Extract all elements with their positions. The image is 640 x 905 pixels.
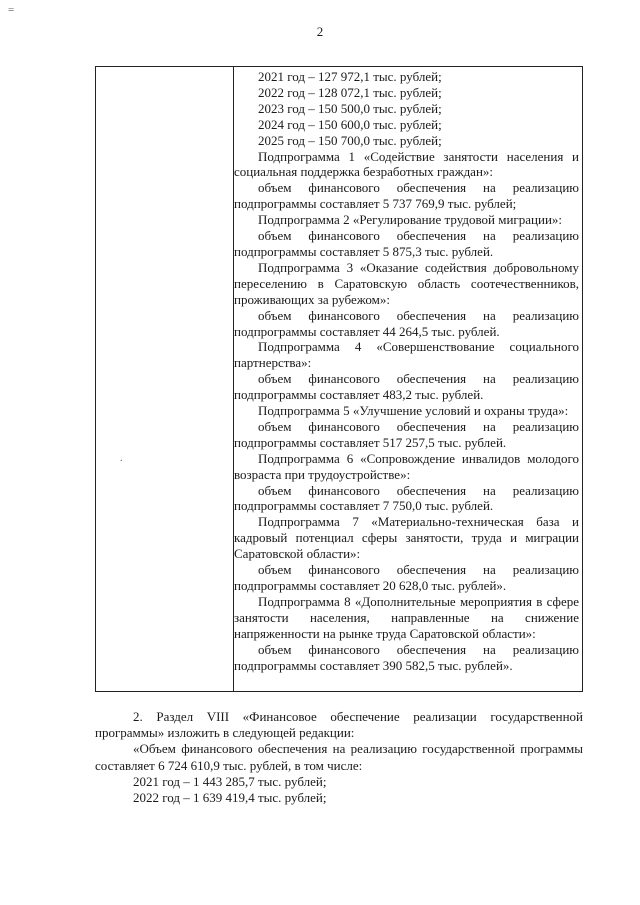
year-line: 2022 год – 1 639 419,4 тыс. рублей; <box>133 790 327 806</box>
year-line: 2023 год – 150 500,0 тыс. рублей; <box>258 100 442 116</box>
subprogram-funding: объем финансового обеспечения на реализацию подпрограммы составляет 390 582,5 тыс. рублей». <box>234 641 579 673</box>
subprogram-title: Подпрограмма 6 «Сопровождение инвалидов молодого возраста при трудоустройстве»: <box>234 450 579 482</box>
subprogram-funding: объем финансового обеспечения на реализацию подпрограммы составляет 517 257,5 тыс. рублей. <box>234 418 579 450</box>
subprogram-funding: объем финансового обеспечения на реализацию подпрограммы составляет 483,2 тыс. рублей. <box>234 371 579 403</box>
year-line: 2021 год – 1 443 285,7 тыс. рублей; <box>133 773 327 789</box>
table-left-cell-mark: . <box>120 453 123 464</box>
subprogram-funding: объем финансового обеспечения на реализацию подпрограммы составляет 7 750,0 тыс. рублей. <box>234 482 579 514</box>
subprogram-funding: объем финансового обеспечения на реализацию подпрограммы составляет 5 875,3 тыс. рублей. <box>234 228 579 259</box>
subprogram-funding: объем финансового обеспечения на реализацию подпрограммы составляет 20 628,0 тыс. рублей». <box>234 562 579 593</box>
subprogram-title: Подпрограмма 1 «Содействие занятости населения и социальная поддержка безработных граждан»: <box>234 148 579 180</box>
page-number: 2 <box>316 24 324 39</box>
subprogram-funding: объем финансового обеспечения на реализацию подпрограммы составляет 44 264,5 тыс. рублей. <box>234 307 579 339</box>
subprogram-title: Подпрограмма 4 «Совершенствование социального партнерства»: <box>234 339 579 371</box>
year-line: 2022 год – 128 072,1 тыс. рублей; <box>258 84 442 100</box>
section-change-paragraph: 2. Раздел VIII «Финансовое обеспечение реализации государственной программы» изложить в следующей редакции: <box>95 709 583 741</box>
subprogram-funding: объем финансового обеспечения на реализацию подпрограммы составляет 5 737 769,9 тыс. рублей; <box>234 180 579 212</box>
subprogram-title: Подпрограмма 2 «Регулирование трудовой миграции»: <box>258 212 563 228</box>
body-text <box>95 709 583 806</box>
year-line: 2024 год – 150 600,0 тыс. рублей; <box>258 116 442 132</box>
subprogram-title: Подпрограмма 7 «Материально-техническая база и кадровый потенциал сферы занятости, труда и миграции Саратовской области»: <box>234 514 579 562</box>
passport-table <box>95 66 583 692</box>
year-line: 2025 год – 150 700,0 тыс. рублей; <box>258 132 442 148</box>
year-line: 2021 год – 127 972,1 тыс. рублей; <box>258 69 442 84</box>
subprogram-title: Подпрограмма 3 «Оказание содействия добровольному переселению в Саратовскую область соотечественников, проживающих за рубежом»: <box>234 259 579 307</box>
quote-paragraph: «Объем финансового обеспечения на реализацию государственной программы составляет 6 724 610,9 тыс. рублей, в том числе: <box>95 741 583 773</box>
subprogram-title: Подпрограмма 5 «Улучшение условий и охраны труда»: <box>258 403 569 419</box>
scan-corner-mark: = <box>8 4 15 16</box>
subprogram-title: Подпрограмма 8 «Дополнительные мероприятия в сфере занятости населения, направленные на снижение напряженности на рынке труда Саратовской области»: <box>234 593 579 641</box>
table-right-cell <box>234 69 579 673</box>
